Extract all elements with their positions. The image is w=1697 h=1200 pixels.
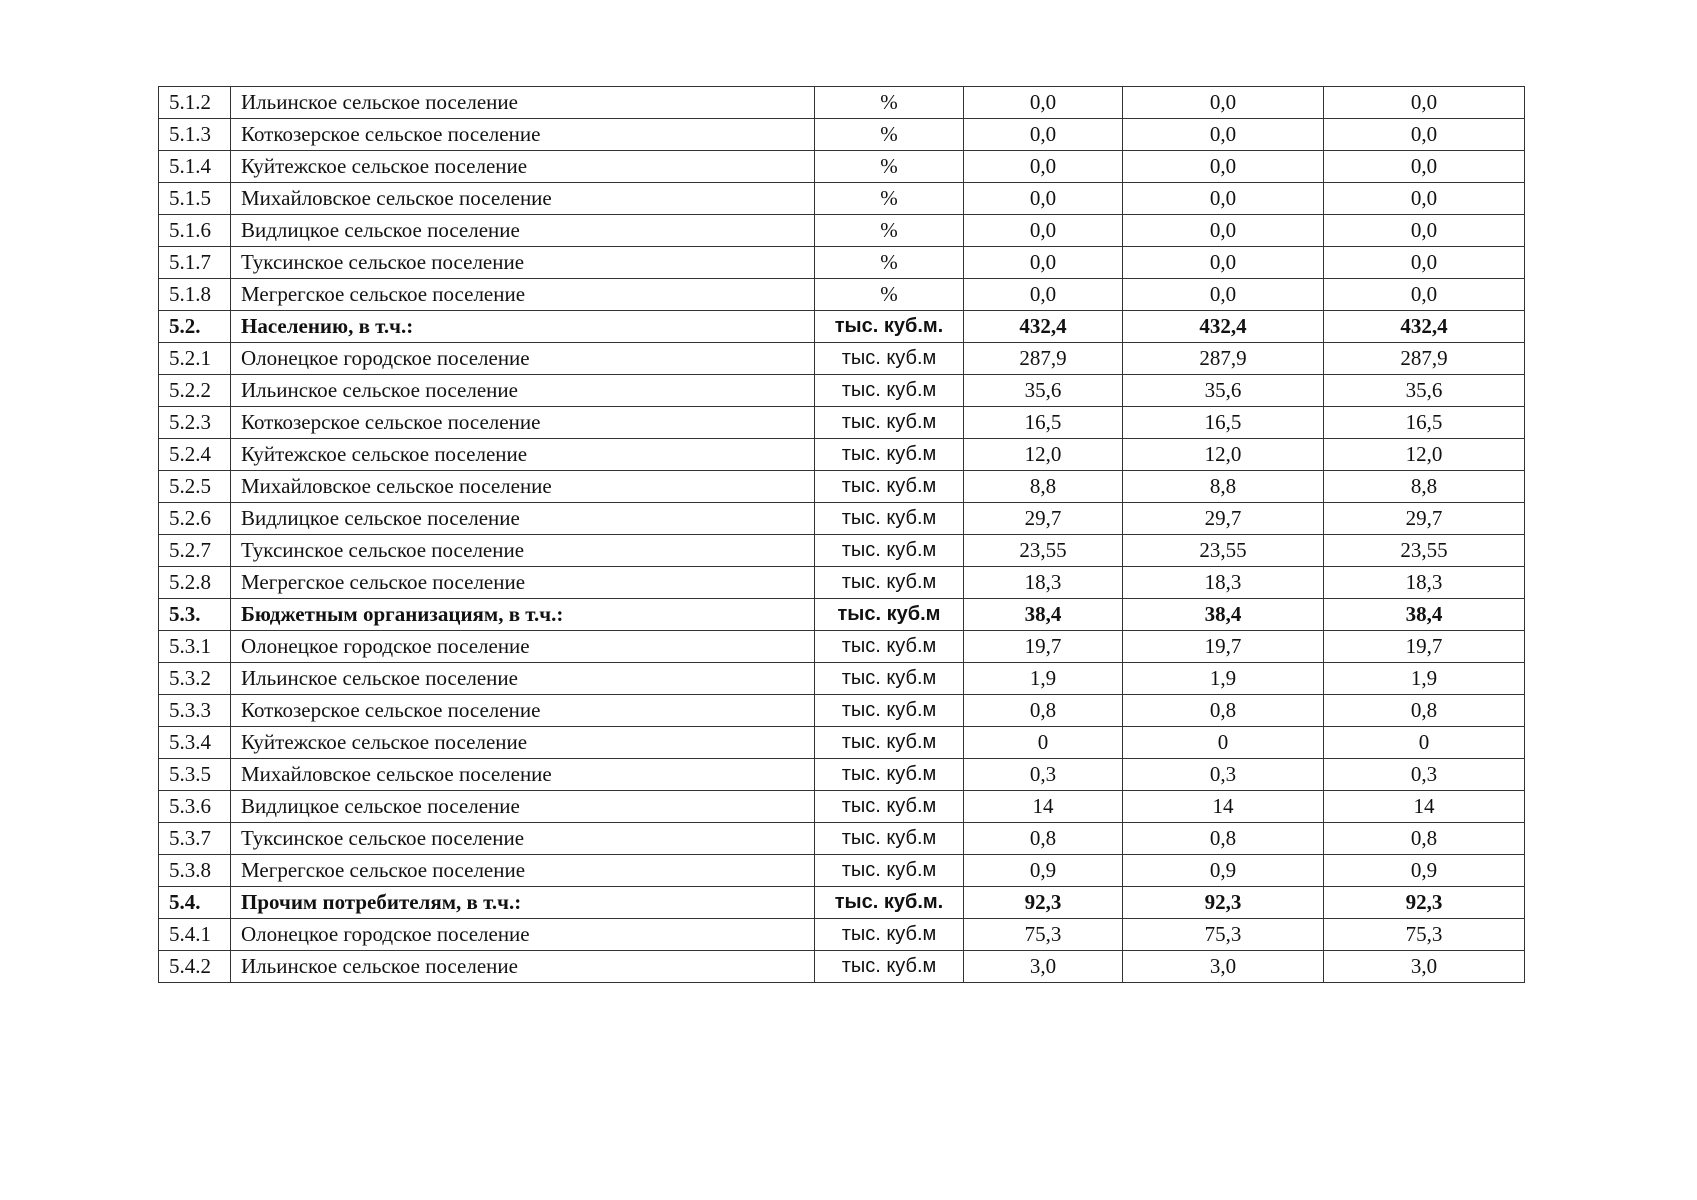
row-name: Видлицкое сельское поселение bbox=[231, 215, 815, 247]
row-unit: тыс. куб.м bbox=[815, 407, 964, 439]
row-unit: тыс. куб.м bbox=[815, 919, 964, 951]
row-name: Мегрегское сельское поселение bbox=[231, 279, 815, 311]
row-value-3: 14 bbox=[1324, 791, 1525, 823]
row-number: 5.2.7 bbox=[159, 535, 231, 567]
table-row bbox=[159, 343, 1525, 375]
row-value-1: 1,9 bbox=[964, 663, 1123, 695]
row-unit: % bbox=[815, 215, 964, 247]
table-row bbox=[159, 951, 1525, 983]
row-value-3: 0,0 bbox=[1324, 183, 1525, 215]
row-value-2: 0,9 bbox=[1123, 855, 1324, 887]
table-row bbox=[159, 503, 1525, 535]
row-value-1: 35,6 bbox=[964, 375, 1123, 407]
row-value-2: 23,55 bbox=[1123, 535, 1324, 567]
row-number: 5.2.4 bbox=[159, 439, 231, 471]
row-value-2: 16,5 bbox=[1123, 407, 1324, 439]
row-unit: тыс. куб.м bbox=[815, 727, 964, 759]
row-value-2: 14 bbox=[1123, 791, 1324, 823]
table-row bbox=[159, 87, 1525, 119]
table-row bbox=[159, 791, 1525, 823]
row-value-3: 0 bbox=[1324, 727, 1525, 759]
row-value-1: 14 bbox=[964, 791, 1123, 823]
table-row-section bbox=[159, 887, 1525, 919]
row-number: 5.1.5 bbox=[159, 183, 231, 215]
row-name: Бюджетным организациям, в т.ч.: bbox=[231, 599, 815, 631]
row-value-1: 0,0 bbox=[964, 87, 1123, 119]
row-number: 5.2.1 bbox=[159, 343, 231, 375]
row-value-2: 0,0 bbox=[1123, 151, 1324, 183]
row-value-2: 0,0 bbox=[1123, 215, 1324, 247]
table-row bbox=[159, 919, 1525, 951]
table-row bbox=[159, 407, 1525, 439]
row-value-1: 12,0 bbox=[964, 439, 1123, 471]
row-name: Олонецкое городское поселение bbox=[231, 631, 815, 663]
row-value-2: 19,7 bbox=[1123, 631, 1324, 663]
row-number: 5.3. bbox=[159, 599, 231, 631]
row-number: 5.1.2 bbox=[159, 87, 231, 119]
table-row bbox=[159, 471, 1525, 503]
row-number: 5.1.3 bbox=[159, 119, 231, 151]
row-value-3: 432,4 bbox=[1324, 311, 1525, 343]
row-name: Населению, в т.ч.: bbox=[231, 311, 815, 343]
row-name: Куйтежское сельское поселение bbox=[231, 151, 815, 183]
row-unit: тыс. куб.м bbox=[815, 503, 964, 535]
row-number: 5.1.4 bbox=[159, 151, 231, 183]
table-row bbox=[159, 119, 1525, 151]
row-value-2: 18,3 bbox=[1123, 567, 1324, 599]
row-value-3: 0,0 bbox=[1324, 119, 1525, 151]
row-unit: тыс. куб.м bbox=[815, 471, 964, 503]
row-value-2: 0 bbox=[1123, 727, 1324, 759]
row-value-2: 0,0 bbox=[1123, 279, 1324, 311]
row-value-1: 287,9 bbox=[964, 343, 1123, 375]
row-number: 5.4. bbox=[159, 887, 231, 919]
row-unit: тыс. куб.м bbox=[815, 951, 964, 983]
row-value-3: 38,4 bbox=[1324, 599, 1525, 631]
row-value-3: 0,8 bbox=[1324, 823, 1525, 855]
row-value-2: 0,0 bbox=[1123, 247, 1324, 279]
row-number: 5.3.6 bbox=[159, 791, 231, 823]
row-number: 5.2.5 bbox=[159, 471, 231, 503]
row-number: 5.3.4 bbox=[159, 727, 231, 759]
row-name: Олонецкое городское поселение bbox=[231, 343, 815, 375]
row-value-3: 0,0 bbox=[1324, 87, 1525, 119]
row-value-3: 8,8 bbox=[1324, 471, 1525, 503]
row-value-2: 0,0 bbox=[1123, 87, 1324, 119]
row-value-2: 8,8 bbox=[1123, 471, 1324, 503]
row-unit: тыс. куб.м bbox=[815, 855, 964, 887]
row-value-3: 19,7 bbox=[1324, 631, 1525, 663]
row-number: 5.1.7 bbox=[159, 247, 231, 279]
row-name: Михайловское сельское поселение bbox=[231, 471, 815, 503]
table-row bbox=[159, 631, 1525, 663]
row-value-2: 0,0 bbox=[1123, 119, 1324, 151]
row-unit: тыс. куб.м. bbox=[815, 887, 964, 919]
row-number: 5.2.2 bbox=[159, 375, 231, 407]
table-row bbox=[159, 151, 1525, 183]
row-value-3: 75,3 bbox=[1324, 919, 1525, 951]
row-value-1: 0,0 bbox=[964, 183, 1123, 215]
row-value-1: 19,7 bbox=[964, 631, 1123, 663]
row-number: 5.2.6 bbox=[159, 503, 231, 535]
row-value-2: 1,9 bbox=[1123, 663, 1324, 695]
row-number: 5.2. bbox=[159, 311, 231, 343]
row-value-3: 0,0 bbox=[1324, 215, 1525, 247]
row-value-3: 23,55 bbox=[1324, 535, 1525, 567]
row-number: 5.4.2 bbox=[159, 951, 231, 983]
table-row bbox=[159, 567, 1525, 599]
row-name: Мегрегское сельское поселение bbox=[231, 855, 815, 887]
table-row bbox=[159, 727, 1525, 759]
row-value-1: 3,0 bbox=[964, 951, 1123, 983]
row-value-2: 29,7 bbox=[1123, 503, 1324, 535]
row-value-2: 432,4 bbox=[1123, 311, 1324, 343]
row-name: Коткозерское сельское поселение bbox=[231, 119, 815, 151]
row-value-3: 0,8 bbox=[1324, 695, 1525, 727]
row-name: Ильинское сельское поселение bbox=[231, 87, 815, 119]
table-row-section bbox=[159, 599, 1525, 631]
row-value-1: 0,0 bbox=[964, 215, 1123, 247]
row-value-3: 1,9 bbox=[1324, 663, 1525, 695]
row-value-1: 75,3 bbox=[964, 919, 1123, 951]
row-unit: тыс. куб.м bbox=[815, 567, 964, 599]
row-value-3: 92,3 bbox=[1324, 887, 1525, 919]
row-number: 5.3.8 bbox=[159, 855, 231, 887]
row-number: 5.3.2 bbox=[159, 663, 231, 695]
row-name: Куйтежское сельское поселение bbox=[231, 439, 815, 471]
row-unit: тыс. куб.м bbox=[815, 823, 964, 855]
row-unit: тыс. куб.м. bbox=[815, 311, 964, 343]
row-name: Туксинское сельское поселение bbox=[231, 535, 815, 567]
row-unit: % bbox=[815, 151, 964, 183]
row-value-1: 0 bbox=[964, 727, 1123, 759]
row-unit: тыс. куб.м bbox=[815, 791, 964, 823]
row-value-3: 287,9 bbox=[1324, 343, 1525, 375]
row-unit: тыс. куб.м bbox=[815, 599, 964, 631]
row-value-2: 3,0 bbox=[1123, 951, 1324, 983]
row-value-3: 12,0 bbox=[1324, 439, 1525, 471]
row-value-3: 0,0 bbox=[1324, 247, 1525, 279]
row-value-2: 35,6 bbox=[1123, 375, 1324, 407]
table-row bbox=[159, 759, 1525, 791]
table-row bbox=[159, 375, 1525, 407]
row-name: Ильинское сельское поселение bbox=[231, 375, 815, 407]
row-name: Ильинское сельское поселение bbox=[231, 663, 815, 695]
row-name: Ильинское сельское поселение bbox=[231, 951, 815, 983]
row-number: 5.3.1 bbox=[159, 631, 231, 663]
row-value-3: 18,3 bbox=[1324, 567, 1525, 599]
table-row bbox=[159, 535, 1525, 567]
row-value-1: 0,0 bbox=[964, 247, 1123, 279]
row-unit: тыс. куб.м bbox=[815, 375, 964, 407]
row-number: 5.2.3 bbox=[159, 407, 231, 439]
table-row bbox=[159, 855, 1525, 887]
row-value-1: 432,4 bbox=[964, 311, 1123, 343]
row-name: Коткозерское сельское поселение bbox=[231, 407, 815, 439]
row-unit: % bbox=[815, 183, 964, 215]
table-row bbox=[159, 247, 1525, 279]
row-value-3: 0,0 bbox=[1324, 151, 1525, 183]
table-row bbox=[159, 183, 1525, 215]
row-value-1: 0,0 bbox=[964, 151, 1123, 183]
row-value-1: 0,9 bbox=[964, 855, 1123, 887]
row-unit: тыс. куб.м bbox=[815, 759, 964, 791]
row-value-2: 92,3 bbox=[1123, 887, 1324, 919]
row-value-1: 0,0 bbox=[964, 279, 1123, 311]
table-body bbox=[159, 87, 1525, 983]
table-row-section bbox=[159, 311, 1525, 343]
row-value-1: 38,4 bbox=[964, 599, 1123, 631]
consumption-table bbox=[158, 86, 1525, 983]
row-name: Туксинское сельское поселение bbox=[231, 247, 815, 279]
row-value-2: 0,8 bbox=[1123, 695, 1324, 727]
row-unit: % bbox=[815, 87, 964, 119]
row-unit: % bbox=[815, 279, 964, 311]
row-number: 5.2.8 bbox=[159, 567, 231, 599]
table-row bbox=[159, 695, 1525, 727]
row-number: 5.4.1 bbox=[159, 919, 231, 951]
row-name: Куйтежское сельское поселение bbox=[231, 727, 815, 759]
row-value-1: 0,8 bbox=[964, 695, 1123, 727]
row-name: Видлицкое сельское поселение bbox=[231, 503, 815, 535]
row-name: Мегрегское сельское поселение bbox=[231, 567, 815, 599]
row-value-1: 18,3 bbox=[964, 567, 1123, 599]
row-value-3: 35,6 bbox=[1324, 375, 1525, 407]
row-name: Видлицкое сельское поселение bbox=[231, 791, 815, 823]
row-name: Прочим потребителям, в т.ч.: bbox=[231, 887, 815, 919]
table-row bbox=[159, 439, 1525, 471]
row-unit: тыс. куб.м bbox=[815, 663, 964, 695]
table-row bbox=[159, 823, 1525, 855]
row-number: 5.1.8 bbox=[159, 279, 231, 311]
row-value-1: 23,55 bbox=[964, 535, 1123, 567]
row-unit: тыс. куб.м bbox=[815, 695, 964, 727]
row-value-3: 0,3 bbox=[1324, 759, 1525, 791]
row-name: Михайловское сельское поселение bbox=[231, 759, 815, 791]
row-unit: тыс. куб.м bbox=[815, 439, 964, 471]
row-number: 5.3.7 bbox=[159, 823, 231, 855]
row-value-2: 75,3 bbox=[1123, 919, 1324, 951]
row-value-2: 38,4 bbox=[1123, 599, 1324, 631]
row-value-3: 0,0 bbox=[1324, 279, 1525, 311]
row-name: Туксинское сельское поселение bbox=[231, 823, 815, 855]
table-row bbox=[159, 215, 1525, 247]
row-value-2: 12,0 bbox=[1123, 439, 1324, 471]
row-value-1: 0,0 bbox=[964, 119, 1123, 151]
row-value-1: 0,3 bbox=[964, 759, 1123, 791]
row-value-2: 0,8 bbox=[1123, 823, 1324, 855]
row-value-2: 287,9 bbox=[1123, 343, 1324, 375]
row-value-1: 8,8 bbox=[964, 471, 1123, 503]
row-unit: тыс. куб.м bbox=[815, 631, 964, 663]
row-value-2: 0,0 bbox=[1123, 183, 1324, 215]
row-value-1: 0,8 bbox=[964, 823, 1123, 855]
row-number: 5.3.5 bbox=[159, 759, 231, 791]
row-name: Олонецкое городское поселение bbox=[231, 919, 815, 951]
row-number: 5.1.6 bbox=[159, 215, 231, 247]
table-row bbox=[159, 279, 1525, 311]
row-unit: % bbox=[815, 119, 964, 151]
row-value-1: 92,3 bbox=[964, 887, 1123, 919]
row-value-1: 29,7 bbox=[964, 503, 1123, 535]
row-value-2: 0,3 bbox=[1123, 759, 1324, 791]
row-unit: тыс. куб.м bbox=[815, 343, 964, 375]
row-value-3: 16,5 bbox=[1324, 407, 1525, 439]
row-value-1: 16,5 bbox=[964, 407, 1123, 439]
row-name: Михайловское сельское поселение bbox=[231, 183, 815, 215]
row-number: 5.3.3 bbox=[159, 695, 231, 727]
row-name: Коткозерское сельское поселение bbox=[231, 695, 815, 727]
table-row bbox=[159, 663, 1525, 695]
row-unit: тыс. куб.м bbox=[815, 535, 964, 567]
row-value-3: 3,0 bbox=[1324, 951, 1525, 983]
row-value-3: 29,7 bbox=[1324, 503, 1525, 535]
row-value-3: 0,9 bbox=[1324, 855, 1525, 887]
row-unit: % bbox=[815, 247, 964, 279]
